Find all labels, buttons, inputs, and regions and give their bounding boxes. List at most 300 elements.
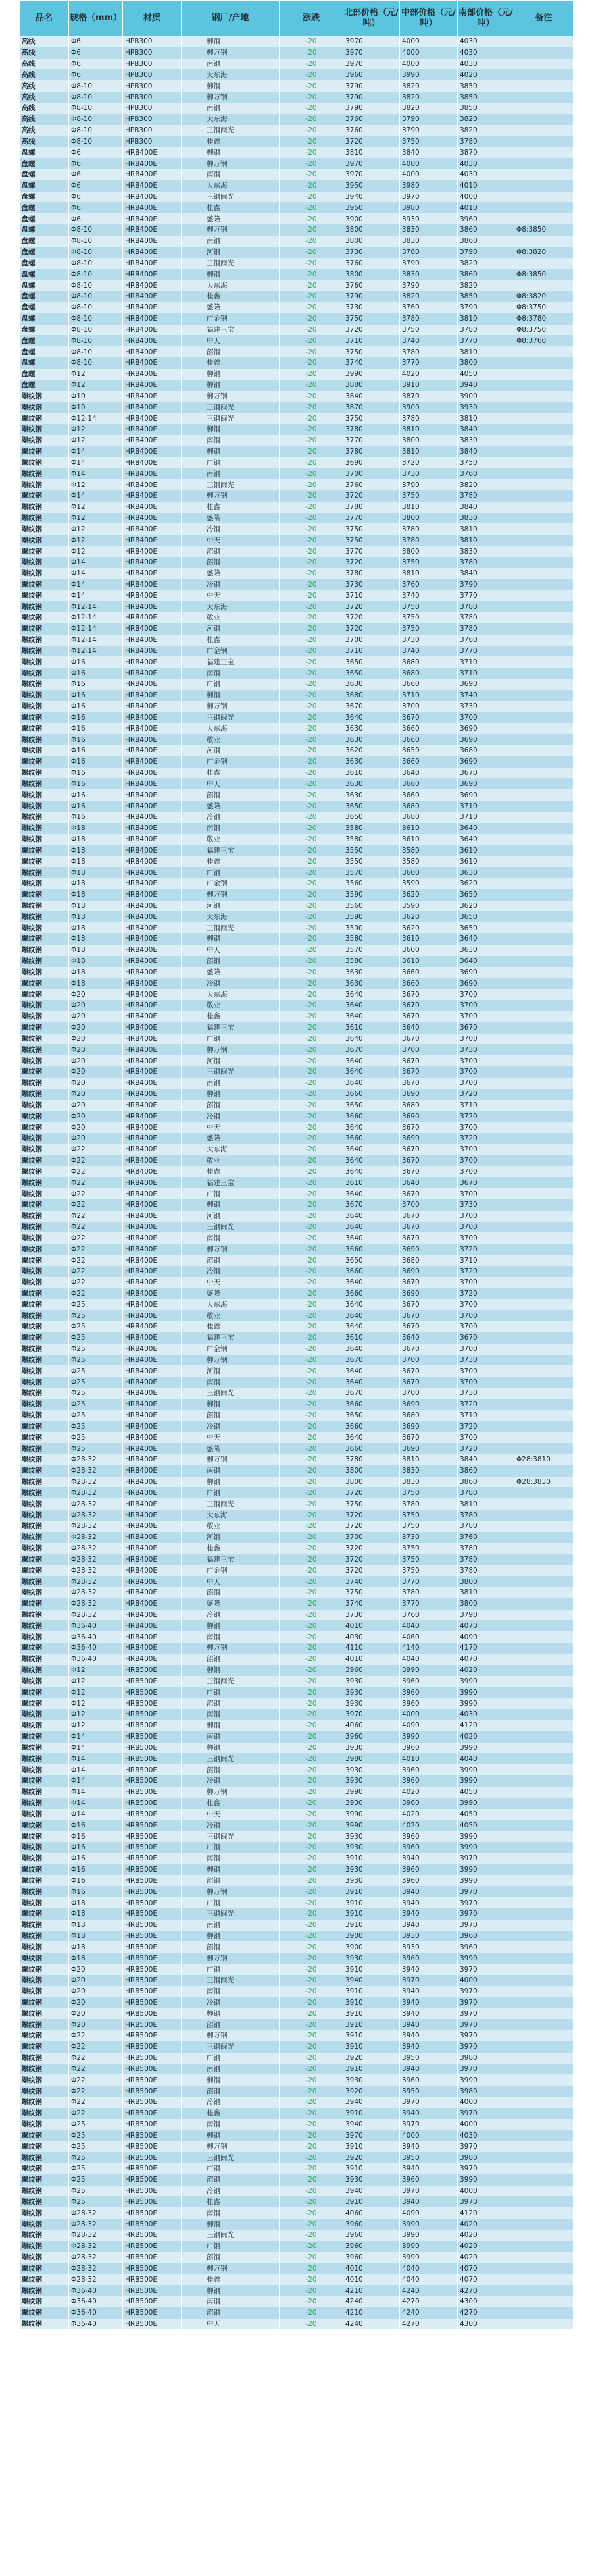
cell-change: -20 [280,2219,343,2230]
table-row [20,1321,574,1332]
cell-south-price: 3970 [458,1897,514,1908]
cell-specification: Φ16 [69,789,123,801]
cell-specification: Φ6 [69,192,123,203]
cell-material: HRB500E [123,1920,182,1931]
cell-remarks [514,1975,574,1986]
table-row [20,535,574,546]
cell-material: HRB400E [123,1631,182,1643]
cell-product-name: 螺纹钢 [20,1421,69,1433]
cell-change: -20 [280,1011,343,1022]
cell-steel-mill: 福建三宝 [182,1022,280,1034]
cell-south-price: 3810 [458,535,514,546]
cell-steel-mill: 韶钢 [182,546,280,557]
cell-north-price: 3660 [343,1266,400,1277]
cell-steel-mill: 广钢 [182,679,280,690]
cell-remarks [514,2319,574,2330]
cell-change: -20 [280,479,343,490]
cell-north-price: 3780 [343,502,400,513]
cell-product-name: 螺纹钢 [20,557,69,568]
table-row [20,1610,574,1621]
cell-central-price: 3780 [400,1498,458,1510]
cell-change: -20 [280,1487,343,1498]
cell-south-price: 3730 [458,1199,514,1211]
cell-remarks: Φ28:3810 [514,1454,574,1465]
cell-specification: Φ8-10 [69,346,123,357]
cell-north-price: 3930 [343,1831,400,1842]
cell-central-price: 4020 [400,1787,458,1798]
cell-steel-mill: 广钢 [182,1188,280,1199]
table-row [20,1676,574,1687]
cell-north-price: 4030 [343,1631,400,1643]
cell-south-price: 3970 [458,1997,514,2009]
cell-central-price: 3690 [400,1421,458,1433]
cell-product-name: 盘螺 [20,325,69,336]
cell-steel-mill: 敬业 [182,1310,280,1321]
cell-central-price: 3670 [400,1277,458,1288]
cell-specification: Φ10 [69,391,123,402]
cell-remarks [514,1720,574,1731]
cell-north-price: 3650 [343,812,400,823]
cell-specification: Φ25 [69,1421,123,1433]
table-row [20,1908,574,1920]
cell-material: HRB400E [123,601,182,612]
cell-change: -20 [280,878,343,889]
cell-material: HRB400E [123,1399,182,1410]
cell-central-price: 3820 [400,291,458,302]
cell-steel-mill: 柳万钢 [182,158,280,169]
cell-product-name: 螺纹钢 [20,1443,69,1454]
cell-steel-mill: 盛隆 [182,568,280,579]
cell-specification: Φ8-10 [69,291,123,302]
cell-material: HPB300 [123,47,182,59]
cell-material: HRB400E [123,1388,182,1399]
cell-material: HRB400E [123,856,182,867]
cell-product-name: 螺纹钢 [20,2207,69,2219]
cell-remarks [514,1665,574,1676]
cell-south-price: 3780 [458,623,514,635]
cell-material: HRB500E [123,2241,182,2252]
cell-north-price: 3930 [343,2074,400,2086]
cell-south-price: 3960 [458,1931,514,1942]
cell-central-price: 3940 [400,2008,458,2019]
cell-change: -20 [280,247,343,258]
cell-change: -20 [280,2174,343,2186]
cell-south-price: 3700 [458,1122,514,1133]
cell-material: HRB400E [123,1554,182,1565]
cell-specification: Φ36-40 [69,1643,123,1654]
cell-material: HRB400E [123,1244,182,1255]
table-row [20,1443,574,1454]
cell-north-price: 3970 [343,169,400,180]
cell-remarks [514,2174,574,2186]
cell-product-name: 盘螺 [20,224,69,236]
cell-remarks [514,1277,574,1288]
cell-change: -20 [280,1964,343,1975]
cell-steel-mill: 冷钢 [182,1820,280,1831]
cell-remarks [514,2108,574,2119]
cell-south-price: 3970 [458,2019,514,2030]
cell-material: HRB500E [123,2130,182,2142]
cell-south-price: 3780 [458,612,514,623]
cell-material: HRB400E [123,1498,182,1510]
table-row [20,989,574,1000]
cell-material: HRB400E [123,1355,182,1366]
cell-change: -20 [280,213,343,224]
cell-specification: Φ28-32 [69,2274,123,2285]
cell-north-price: 3760 [343,125,400,136]
cell-change: -20 [280,103,343,114]
cell-steel-mill: 柳钢 [182,2008,280,2019]
cell-north-price: 3800 [343,1465,400,1477]
cell-south-price: 3720 [458,1089,514,1100]
cell-specification: Φ18 [69,889,123,901]
cell-central-price: 3960 [400,1864,458,1876]
cell-remarks [514,1255,574,1266]
cell-central-price: 3940 [400,1986,458,1997]
cell-product-name: 螺纹钢 [20,1355,69,1366]
table-row [20,623,574,635]
cell-south-price: 3640 [458,956,514,967]
cell-central-price: 3970 [400,2119,458,2130]
cell-south-price: 3840 [458,1454,514,1465]
cell-material: HRB500E [123,2207,182,2219]
cell-material: HRB400E [123,1587,182,1598]
cell-product-name: 盘螺 [20,158,69,169]
table-row [20,468,574,479]
table-row [20,1078,574,1089]
cell-material: HRB400E [123,756,182,768]
cell-central-price: 3770 [400,1576,458,1587]
cell-product-name: 螺纹钢 [20,2219,69,2230]
cell-material: HRB400E [123,546,182,557]
cell-south-price: 3900 [458,391,514,402]
cell-material: HRB400E [123,734,182,745]
cell-specification: Φ28-32 [69,1487,123,1498]
table-row [20,325,574,336]
cell-specification: Φ16 [69,756,123,768]
cell-steel-mill: 南钢 [182,1631,280,1643]
table-row [20,2086,574,2097]
cell-north-price: 4010 [343,2274,400,2285]
cell-north-price: 3800 [343,236,400,247]
cell-south-price: 3840 [458,424,514,435]
cell-north-price: 3800 [343,224,400,236]
cell-remarks [514,103,574,114]
cell-remarks [514,2064,574,2075]
cell-south-price: 3730 [458,1388,514,1399]
cell-north-price: 3970 [343,2130,400,2142]
cell-product-name: 盘螺 [20,192,69,203]
table-row [20,1299,574,1310]
cell-remarks [514,1875,574,1886]
cell-central-price: 3660 [400,978,458,989]
cell-specification: Φ12 [69,523,123,535]
cell-product-name: 螺纹钢 [20,623,69,635]
cell-product-name: 螺纹钢 [20,967,69,978]
cell-steel-mill: 韶钢 [182,789,280,801]
cell-steel-mill: 福建三宝 [182,1554,280,1565]
cell-north-price: 3640 [343,1211,400,1222]
cell-north-price: 3650 [343,1255,400,1266]
cell-product-name: 螺纹钢 [20,2019,69,2030]
cell-material: HRB500E [123,2074,182,2086]
cell-change: -20 [280,1576,343,1587]
cell-north-price: 3990 [343,369,400,380]
cell-specification: Φ18 [69,901,123,912]
table-row [20,778,574,789]
cell-product-name: 高线 [20,114,69,125]
cell-south-price: 3670 [458,1332,514,1344]
table-row [20,2219,574,2230]
cell-product-name: 螺纹钢 [20,2119,69,2130]
cell-change: -20 [280,2296,343,2307]
cell-steel-mill: 冷钢 [182,523,280,535]
cell-change: -20 [280,2319,343,2330]
cell-central-price: 3750 [400,136,458,147]
cell-material: HRB400E [123,446,182,458]
cell-specification: Φ14 [69,557,123,568]
cell-central-price: 3770 [400,357,458,369]
cell-south-price: 3650 [458,889,514,901]
cell-north-price: 3580 [343,834,400,845]
cell-change: -20 [280,2130,343,2142]
cell-north-price: 3640 [343,1122,400,1133]
cell-steel-mill: 中天 [182,535,280,546]
cell-change: -20 [280,92,343,103]
cell-change: -20 [280,546,343,557]
cell-specification: Φ22 [69,2041,123,2053]
cell-remarks [514,424,574,435]
cell-remarks [514,236,574,247]
cell-material: HRB400E [123,269,182,280]
cell-material: HRB400E [123,723,182,734]
cell-specification: Φ18 [69,945,123,956]
cell-south-price: 3770 [458,590,514,601]
cell-north-price: 3870 [343,402,400,413]
table-row [20,967,574,978]
cell-south-price: 4020 [458,2252,514,2263]
table-row [20,1631,574,1643]
cell-product-name: 螺纹钢 [20,1620,69,1631]
cell-north-price: 3970 [343,59,400,70]
cell-north-price: 3900 [343,1931,400,1942]
cell-north-price: 3910 [343,2108,400,2119]
cell-specification: Φ20 [69,1997,123,2009]
cell-product-name: 螺纹钢 [20,1576,69,1587]
cell-south-price: 3750 [458,457,514,468]
cell-specification: Φ6 [69,147,123,158]
cell-specification: Φ22 [69,1232,123,1244]
cell-remarks [514,2119,574,2130]
cell-specification: Φ25 [69,1344,123,1355]
cell-steel-mill: 韶钢 [182,557,280,568]
cell-material: HRB400E [123,1310,182,1321]
cell-material: HRB500E [123,2252,182,2263]
cell-central-price: 3760 [400,579,458,591]
cell-product-name: 螺纹钢 [20,1698,69,1709]
cell-central-price: 3660 [400,723,458,734]
cell-change: -20 [280,1709,343,1720]
cell-south-price: 3640 [458,933,514,945]
cell-product-name: 螺纹钢 [20,2186,69,2197]
cell-change: -20 [280,1465,343,1477]
cell-central-price: 3750 [400,325,458,336]
cell-change: -20 [280,535,343,546]
cell-north-price: 3930 [343,1698,400,1709]
cell-change: -20 [280,158,343,169]
cell-specification: Φ22 [69,1266,123,1277]
cell-material: HRB500E [123,1853,182,1864]
cell-product-name: 螺纹钢 [20,1510,69,1521]
cell-remarks [514,1066,574,1078]
cell-north-price: 3740 [343,1576,400,1587]
cell-steel-mill: 广钢 [182,1964,280,1975]
cell-steel-mill: 三钢闽光 [182,2230,280,2241]
cell-change: -20 [280,1310,343,1321]
cell-south-price: 3740 [458,690,514,701]
cell-south-price: 3630 [458,945,514,956]
cell-change: -20 [280,1532,343,1543]
cell-central-price: 3940 [400,1908,458,1920]
cell-material: HRB400E [123,1188,182,1199]
cell-north-price: 3700 [343,1532,400,1543]
cell-steel-mill: 桂鑫 [182,768,280,779]
cell-product-name: 螺纹钢 [20,490,69,502]
cell-product-name: 螺纹钢 [20,513,69,524]
cell-central-price: 3750 [400,1510,458,1521]
cell-product-name: 螺纹钢 [20,1344,69,1355]
cell-change: -20 [280,1720,343,1731]
cell-product-name: 高线 [20,80,69,92]
cell-north-price: 3550 [343,856,400,867]
table-row [20,2108,574,2119]
cell-change: -20 [280,2141,343,2152]
cell-north-price: 3720 [343,1510,400,1521]
cell-specification: Φ25 [69,1443,123,1454]
cell-steel-mill: 柳钢 [182,446,280,458]
cell-remarks [514,2086,574,2097]
cell-product-name: 螺纹钢 [20,1787,69,1798]
cell-south-price: 3930 [458,402,514,413]
cell-north-price: 3930 [343,1875,400,1886]
cell-central-price: 4040 [400,2274,458,2285]
cell-change: -20 [280,768,343,779]
cell-south-price: 3960 [458,1941,514,1953]
cell-change: -20 [280,1089,343,1100]
cell-central-price: 3730 [400,1532,458,1543]
cell-change: -20 [280,989,343,1000]
cell-south-price: 3710 [458,656,514,668]
cell-product-name: 螺纹钢 [20,901,69,912]
cell-specification: Φ28-32 [69,2263,123,2274]
cell-product-name: 螺纹钢 [20,1521,69,1532]
cell-remarks [514,435,574,446]
cell-north-price: 3640 [343,1144,400,1155]
cell-material: HRB500E [123,1864,182,1876]
cell-product-name: 螺纹钢 [20,745,69,756]
cell-north-price: 3910 [343,2196,400,2207]
cell-remarks [514,801,574,812]
cell-material: HPB300 [123,92,182,103]
cell-north-price: 3640 [343,1432,400,1443]
cell-remarks [514,1787,574,1798]
cell-central-price: 3910 [400,380,458,391]
cell-steel-mill: 桂鑫 [182,2196,280,2207]
cell-north-price: 3930 [343,1864,400,1876]
cell-material: HRB500E [123,1720,182,1731]
cell-material: HRB400E [123,1133,182,1144]
cell-south-price: 3700 [458,989,514,1000]
cell-product-name: 螺纹钢 [20,2296,69,2307]
cell-central-price: 3680 [400,668,458,679]
cell-steel-mill: 柳万钢 [182,701,280,712]
cell-remarks [514,1443,574,1454]
cell-north-price: 3780 [343,424,400,435]
cell-north-price: 3670 [343,1044,400,1055]
cell-specification: Φ18 [69,922,123,933]
cell-central-price: 3940 [400,1886,458,1897]
table-row [20,224,574,236]
cell-remarks [514,502,574,513]
cell-specification: Φ18 [69,823,123,834]
cell-central-price: 3670 [400,1432,458,1443]
cell-change: -20 [280,801,343,812]
cell-change: -20 [280,568,343,579]
cell-change: -20 [280,69,343,80]
cell-product-name: 螺纹钢 [20,413,69,424]
cell-steel-mill: 三钢闽光 [182,402,280,413]
table-row [20,36,574,47]
cell-south-price: 3940 [458,380,514,391]
cell-steel-mill: 敬业 [182,734,280,745]
cell-north-price: 3570 [343,945,400,956]
cell-specification: Φ20 [69,1089,123,1100]
cell-change: -20 [280,1144,343,1155]
cell-north-price: 3710 [343,590,400,601]
cell-north-price: 3970 [343,158,400,169]
cell-steel-mill: 广钢 [182,1897,280,1908]
cell-remarks [514,1698,574,1709]
table-row [20,158,574,169]
cell-steel-mill: 大东海 [182,180,280,192]
cell-material: HRB500E [123,1897,182,1908]
table-row [20,80,574,92]
cell-north-price: 3790 [343,291,400,302]
cell-central-price: 3750 [400,557,458,568]
table-row [20,2296,574,2307]
cell-remarks [514,92,574,103]
cell-specification: Φ12 [69,1687,123,1698]
cell-north-price: 3930 [343,1798,400,1809]
cell-change: -20 [280,2230,343,2241]
cell-material: HRB400E [123,1521,182,1532]
cell-material: HPB300 [123,69,182,80]
cell-steel-mill: 中天 [182,1432,280,1443]
cell-remarks [514,2230,574,2241]
cell-specification: Φ18 [69,911,123,922]
cell-steel-mill: 柳钢 [182,424,280,435]
cell-central-price: 3750 [400,1565,458,1576]
table-row [20,1842,574,1853]
cell-south-price: 4050 [458,1809,514,1820]
cell-product-name: 螺纹钢 [20,1211,69,1222]
cell-steel-mill: 敬业 [182,1155,280,1167]
cell-remarks [514,1908,574,1920]
cell-specification: Φ25 [69,2119,123,2130]
table-row [20,1122,574,1133]
cell-steel-mill: 福建三宝 [182,845,280,856]
cell-material: HRB400E [123,1034,182,1045]
